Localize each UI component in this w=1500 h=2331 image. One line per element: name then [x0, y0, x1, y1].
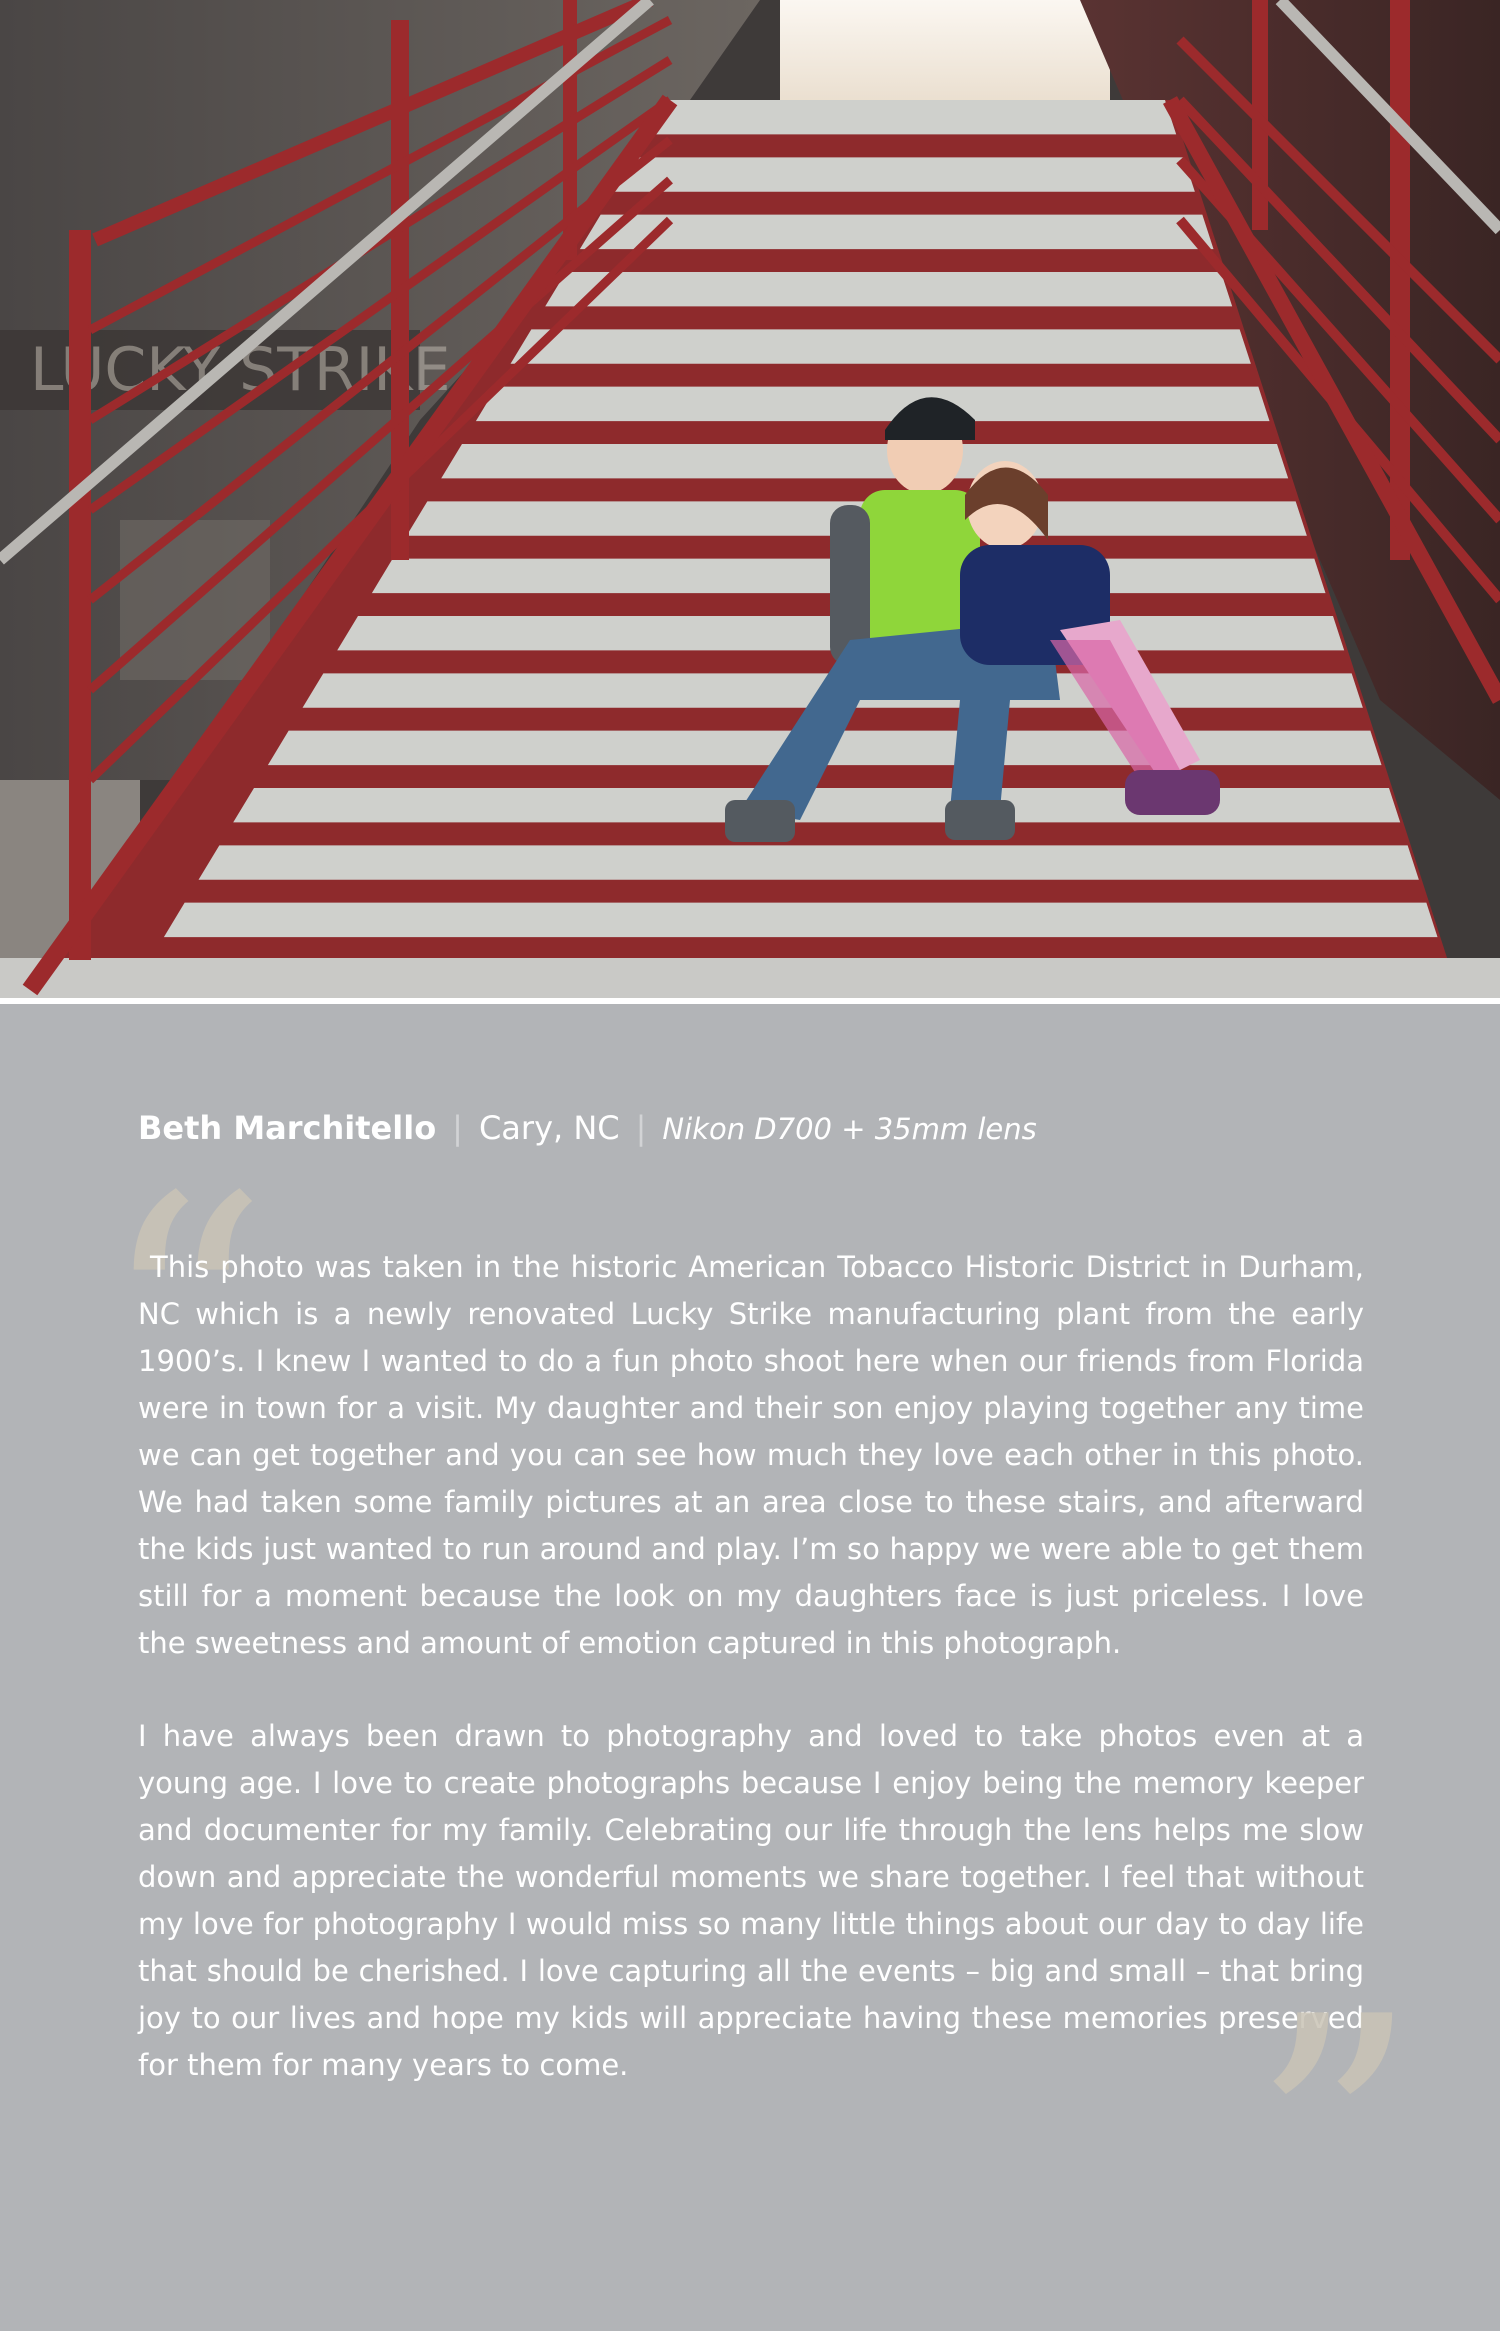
stair-tread [580, 215, 1214, 249]
credit-separator: | [635, 1109, 647, 1147]
stair-tread [545, 272, 1232, 306]
stair-tread [649, 100, 1176, 134]
stair-tread [233, 788, 1400, 822]
camera-gear: Nikon D700 + 35mm lens [662, 1112, 1037, 1146]
story-text [138, 1244, 1364, 2135]
stair-tread [164, 903, 1438, 937]
stair-tread [199, 845, 1419, 879]
photo-credit [138, 1104, 1388, 1153]
staircase-photo [0, 0, 1500, 998]
close-quote-icon: ” [1250, 1947, 1419, 2331]
story-paragraph: I have always been drawn to photography and loved to take photos even at a young age. I love to create photographs because I enjoy being the memory keeper and documenter for my family. Celebrating our life through the lens helps me slow down and appreciate the wonderful moments we share together. I feel that without my love for photography I would miss so many little things about our day to day life that should be cherished. I love capturing all the events – big and small – that bring joy to our lives and hope my kids will appreciate having these memories preserved for them for many years to come. [138, 1719, 1364, 2082]
stair-tread [511, 329, 1251, 363]
story-paragraph: This photo was taken in the historic American Tobacco Historic District in Durham, NC which is a newly renovated Lucky Strike manufacturing plant from the early 1900’s. I knew I wanted to do a fun photo shoot here when our friends from Florida were in town for a visit. My daughter and their son enjoy playing together any time we can get together and you can see how much they love each other in this photo. We had taken some family pictures at an area close to these stairs, and afterward the kids just wanted to run around and play. I’m so happy we were able to get them still for a moment because the look on my daughters face is just priceless. I love the sweetness and amount of emotion captured in this photograph. [138, 1250, 1364, 1660]
stair-tread [615, 157, 1195, 191]
photographer-location: Cary, NC [478, 1109, 620, 1147]
svg-text:LUCKY STRIKE: LUCKY STRIKE [30, 335, 451, 405]
photographer-name: Beth Marchitello [138, 1109, 437, 1147]
stair-tread [441, 444, 1288, 478]
story-panel [0, 1004, 1500, 2331]
open-quote-icon: “ [100, 1127, 269, 1511]
stair-tread [476, 387, 1270, 421]
credit-separator: | [452, 1109, 463, 1147]
